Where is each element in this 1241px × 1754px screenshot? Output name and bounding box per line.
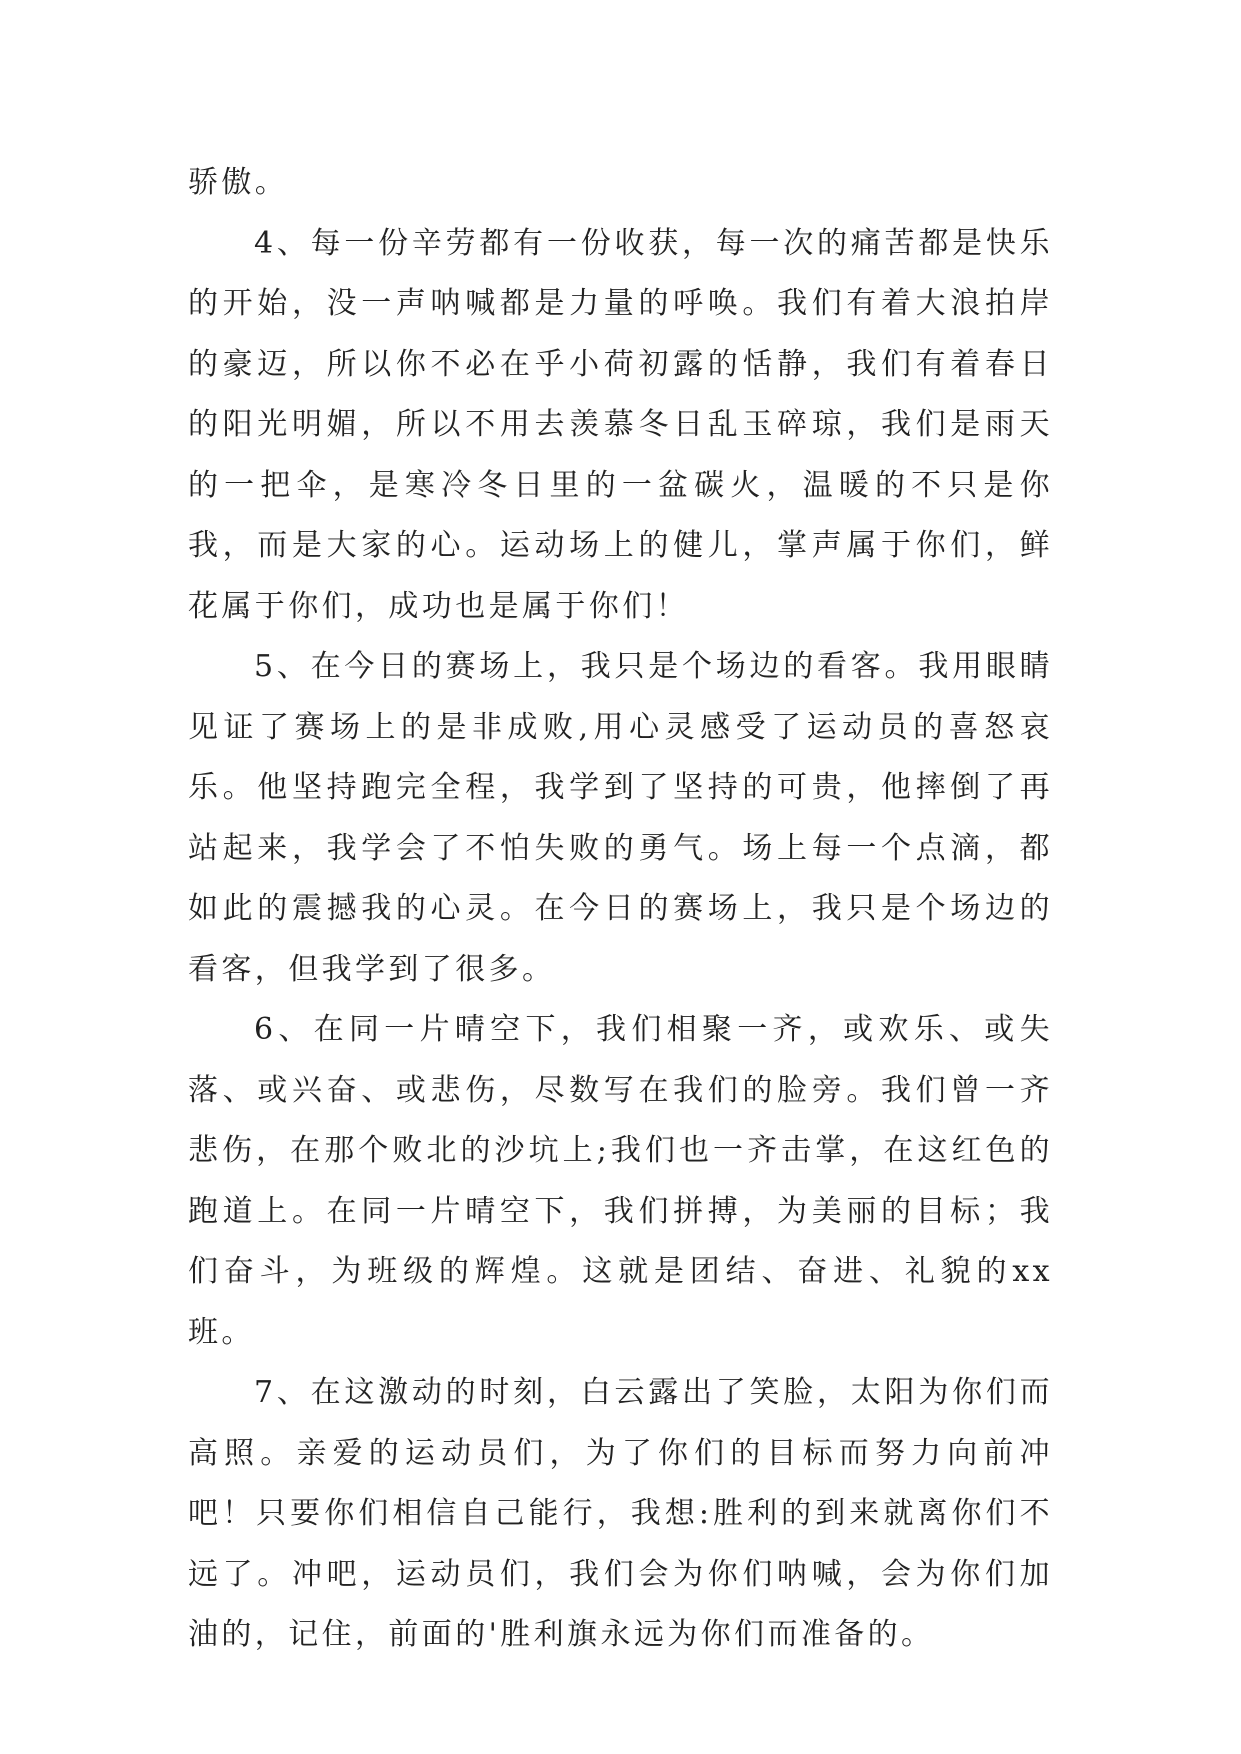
paragraph-4: 4、每一份辛劳都有一份收获，每一次的痛苦都是快乐的开始，没一声呐喊都是力量的呼唤。我们有着大浪拍岸的豪迈，所以你不必在乎小荷初露的恬静，我们有着春日的阳光明媚，所以不用去羡慕冬日乱玉碎琼，我们是雨天的一把伞，是寒冷冬日里的一盆碳火，温暖的不只是你我，而是大家的心。运动场上的健儿，掌声属于你们，鲜花属于你们，成功也是属于你们！ bbox=[188, 225, 1053, 624]
paragraph-6: 6、在同一片晴空下，我们相聚一齐，或欢乐、或失落、或兴奋、或悲伤，尽数写在我们的脸旁。我们曾一齐悲伤，在那个败北的沙坑上;我们也一齐击掌，在这红色的跑道上。在同一片晴空下，我们拼搏，为美丽的目标；我们奋斗，为班级的辉煌。这就是团结、奋进、礼貌的xx班。 bbox=[188, 1012, 1053, 1350]
document-body bbox=[188, 153, 1053, 1666]
paragraph-7: 7、在这激动的时刻，白云露出了笑脸，太阳为你们而高照。亲爱的运动员们，为了你们的目标而努力向前冲吧！只要你们相信自己能行，我想:胜利的到来就离你们不远了。冲吧，运动员们，我们会为你们呐喊，会为你们加油的，记住，前面的'胜利旗永远为你们而准备的。 bbox=[188, 1375, 1053, 1652]
paragraph-5: 5、在今日的赛场上，我只是个场边的看客。我用眼睛见证了赛场上的是非成败,用心灵感受了运动员的喜怒哀乐。他坚持跑完全程，我学到了坚持的可贵，他摔倒了再站起来，我学会了不怕失败的勇气。场上每一个点滴，都如此的震撼我的心灵。在今日的赛场上，我只是个场边的看客，但我学到了很多。 bbox=[188, 649, 1053, 987]
paragraph-continuation: 骄傲。 bbox=[188, 165, 289, 200]
